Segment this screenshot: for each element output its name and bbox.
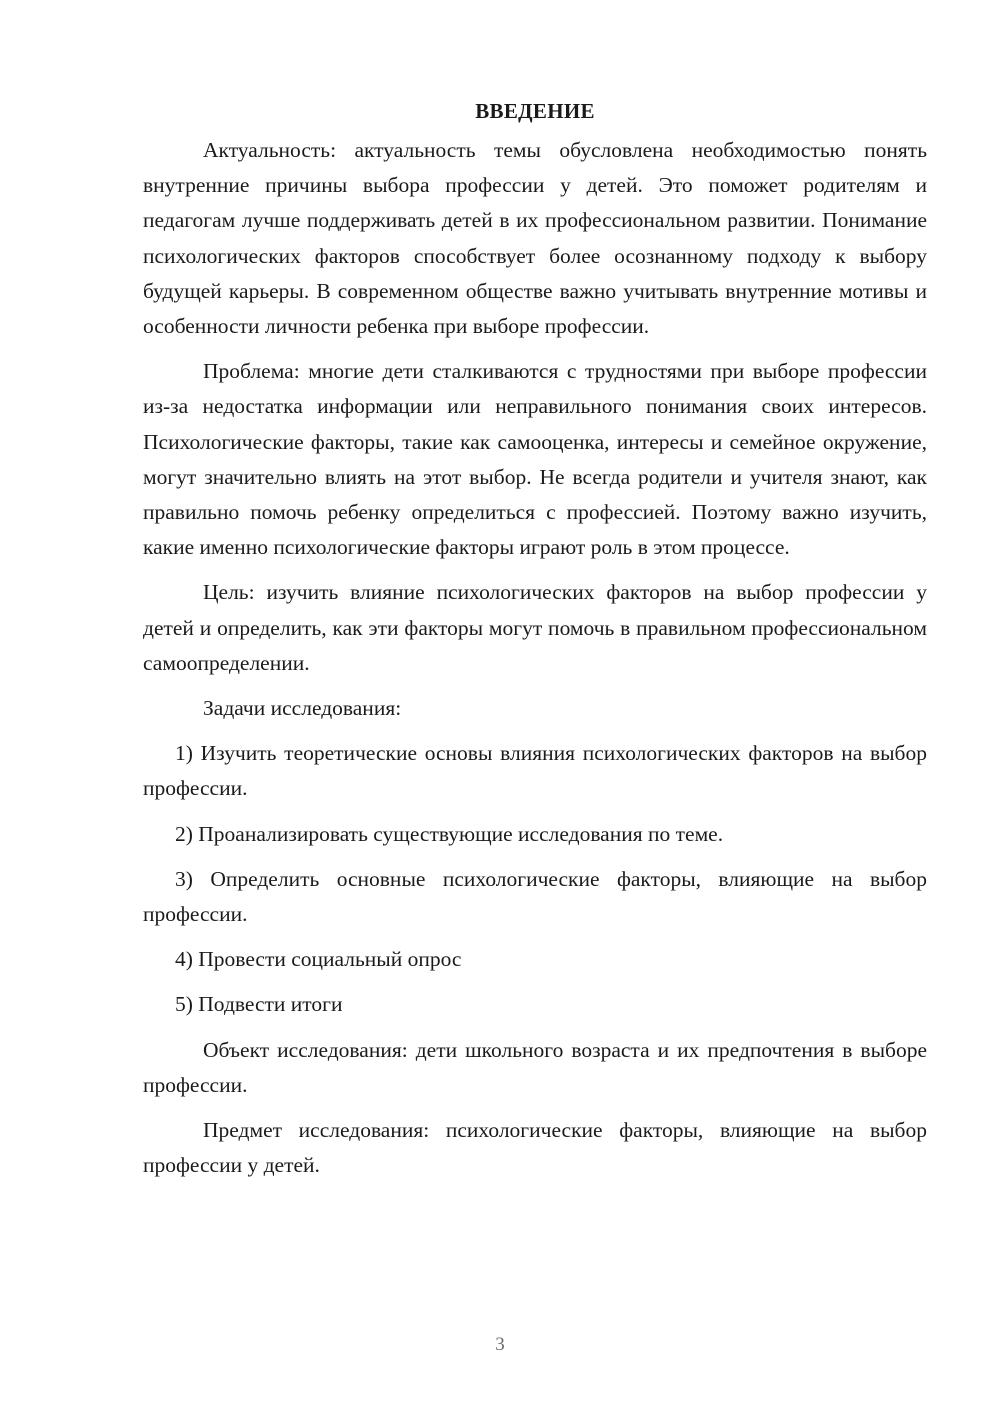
paragraph-problem: Проблема: многие дети сталкиваются с трудностями при выборе профессии из-за недостатка информации или неправильного понимания своих интересов. Психологические факторы, такие как самооценка, интересы и семейное окружение, могут значительно влиять на этот выбор. Не всегда родители и учителя знают, как правильно помочь ребенку определиться с профессией. Поэтому важно изучить, какие именно психологические факторы играют роль в этом процессе.	[143, 359, 927, 560]
paragraph-relevance: Актуальность: актуальность темы обусловлена необходимостью понять внутренние причины выбора профессии у детей. Это поможет родителям и педагогам лучше поддерживать детей в их профессиональном развитии. Понимание психологических факторов способствует более осознанному подходу к выбору будущей карьеры. В современном обществе важно учитывать внутренние мотивы и особенности личности ребенка при выборе профессии.	[143, 138, 927, 339]
tasks-heading: Задачи исследования:	[203, 696, 402, 721]
task-item-4: 4) Провести социальный опрос	[175, 947, 462, 972]
paragraph-subject: Предмет исследования: психологические факторы, влияющие на выбор профессии у детей.	[143, 1118, 927, 1178]
task-item-1: 1) Изучить теоретические основы влияния психологических факторов на выбор профессии.	[143, 741, 927, 801]
page-number: 3	[495, 1334, 505, 1355]
paragraph-object: Объект исследования: дети школьного возраста и их предпочтения в выборе профессии.	[143, 1037, 927, 1097]
paragraph-goal: Цель: изучить влияние психологических факторов на выбор профессии у детей и определить, как эти факторы могут помочь в правильном профессиональном самоопределении.	[143, 580, 927, 675]
document-page	[143, 94, 927, 1193]
task-item-5: 5) Подвести итоги	[175, 992, 343, 1017]
section-title: ВВЕДЕНИЕ	[475, 99, 595, 123]
task-item-2: 2) Проанализировать существующие исследования по теме.	[175, 821, 724, 846]
task-item-3: 3) Определить основные психологические факторы, влияющие на выбор профессии.	[143, 866, 927, 927]
